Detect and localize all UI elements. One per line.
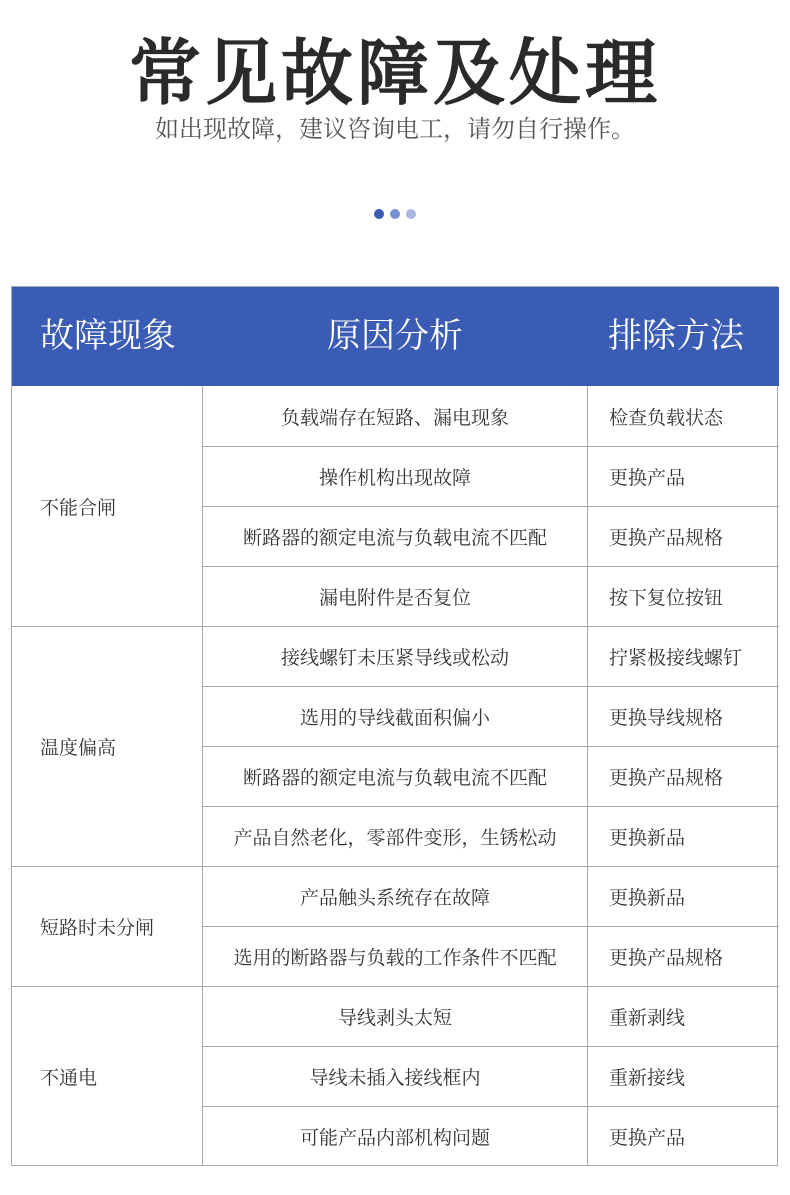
cause-cell: 导线剥头太短 xyxy=(203,986,588,1046)
cause-cell: 选用的断路器与负载的工作条件不匹配 xyxy=(203,926,588,986)
carousel-dot[interactable] xyxy=(374,209,384,219)
fix-cell: 更换产品规格 xyxy=(609,946,724,969)
header-cause: 原因分析 xyxy=(327,316,463,356)
symptom-cell: 不通电 xyxy=(12,986,203,1166)
cause-cell: 断路器的额定电流与负载电流不匹配 xyxy=(203,506,588,566)
symptom-cell: 不能合闸 xyxy=(12,386,203,626)
page-title: 常见故障及处理 xyxy=(128,31,661,115)
cause-cell: 漏电附件是否复位 xyxy=(203,566,588,626)
fix-cell: 检查负载状态 xyxy=(609,406,724,429)
header-fix: 排除方法 xyxy=(608,316,744,356)
fix-cell: 更换新品 xyxy=(609,886,686,909)
fix-cell: 按下复位按钮 xyxy=(609,586,724,609)
fix-cell: 更换产品规格 xyxy=(609,526,724,549)
fix-cell: 拧紧极接线螺钉 xyxy=(609,646,743,669)
fault-table xyxy=(11,286,778,1166)
fix-cell: 更换产品 xyxy=(609,466,686,489)
fix-cell: 重新接线 xyxy=(609,1066,686,1089)
cause-cell: 负载端存在短路、漏电现象 xyxy=(203,386,588,446)
fix-cell: 更换产品 xyxy=(609,1126,686,1149)
page-subtitle: 如出现故障，建议咨询电工，请勿自行操作。 xyxy=(155,115,635,143)
cause-cell: 可能产品内部机构问题 xyxy=(203,1106,588,1166)
header-symptom: 故障现象 xyxy=(40,316,176,356)
cause-cell: 导线未插入接线框内 xyxy=(203,1046,588,1106)
carousel-dots xyxy=(0,209,790,221)
symptom-cell: 短路时未分闸 xyxy=(12,866,203,986)
table-header xyxy=(12,287,779,386)
cause-cell: 断路器的额定电流与负载电流不匹配 xyxy=(203,746,588,806)
carousel-dot[interactable] xyxy=(390,209,400,219)
fix-cell: 更换新品 xyxy=(609,826,686,849)
cause-cell: 产品触头系统存在故障 xyxy=(203,866,588,926)
cause-cell: 操作机构出现故障 xyxy=(203,446,588,506)
fix-cell: 更换产品规格 xyxy=(609,766,724,789)
cause-cell: 产品自然老化，零部件变形，生锈松动 xyxy=(203,806,588,866)
cause-cell: 选用的导线截面积偏小 xyxy=(203,686,588,746)
fix-cell: 更换导线规格 xyxy=(609,706,724,729)
symptom-cell: 温度偏高 xyxy=(12,626,203,866)
carousel-dot[interactable] xyxy=(406,209,416,219)
cause-cell: 接线螺钉未压紧导线或松动 xyxy=(203,626,588,686)
fix-cell: 重新剥线 xyxy=(609,1006,686,1029)
